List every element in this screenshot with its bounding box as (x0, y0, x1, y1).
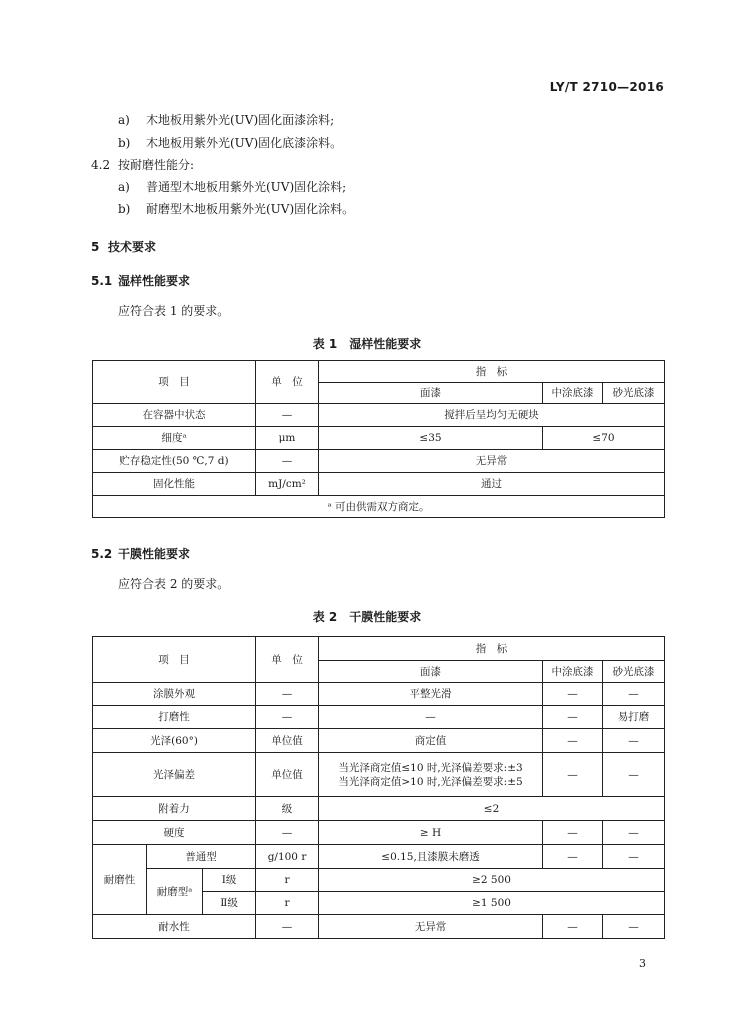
section-number: 5.2 (91, 547, 113, 561)
cell-value: ≤2 (319, 797, 665, 821)
standard-code: LY/T 2710—2016 (549, 80, 664, 94)
cell-topcoat: 平整光滑 (319, 683, 543, 706)
cell-mid-primer: — (543, 753, 603, 797)
cell-mid-primer: — (543, 729, 603, 753)
section-number: 5.1 (91, 274, 113, 288)
header-topcoat: 面漆 (319, 383, 543, 404)
header-item: 项 目 (93, 637, 256, 683)
table-row (93, 706, 665, 729)
cell-group-abrasion: 耐磨性 (93, 845, 147, 915)
cell-item: 普通型 (147, 845, 256, 869)
cell-topcoat: ≥ H (319, 821, 543, 845)
cell-value: ≥2 500 (319, 869, 665, 892)
gloss-dev-line-1: 当光泽商定值≤10 时,光泽偏差要求:±3 (338, 761, 523, 774)
cell-item: Ⅰ级 (203, 869, 256, 892)
cell-mid-primer: — (543, 915, 603, 939)
cell-unit: mJ/cm² (256, 473, 319, 496)
cell-unit: — (256, 404, 319, 427)
cell-sanding-primer: — (603, 753, 665, 797)
cell-topcoat (319, 753, 543, 797)
section-body: 应符合表 1 的要求。 (118, 304, 230, 318)
table-row (93, 473, 665, 496)
table-row (93, 404, 665, 427)
cell-item: 固化性能 (93, 473, 256, 496)
header-index: 指 标 (319, 637, 665, 661)
table-row (93, 683, 665, 706)
cell-unit: 级 (256, 797, 319, 821)
table-row (93, 869, 665, 892)
cell-item: 附着力 (93, 797, 256, 821)
cell-value: ≥1 500 (319, 892, 665, 915)
header-sanding-primer: 砂光底漆 (603, 661, 665, 683)
list-item-label: a) (118, 113, 130, 127)
section-5-1-heading (91, 272, 190, 289)
cell-sanding-primer: 易打磨 (603, 706, 665, 729)
cell-topcoat: 商定值 (319, 729, 543, 753)
cell-mid-primer: — (543, 706, 603, 729)
section-number: 5 (91, 240, 100, 254)
cell-sanding-primer: — (603, 683, 665, 706)
cell-unit: — (256, 706, 319, 729)
cell-value: 通过 (319, 473, 665, 496)
list-item-text: 耐磨型木地板用紫外光(UV)固化涂料。 (146, 202, 355, 216)
section-body: 应符合表 2 的要求。 (118, 577, 230, 591)
cell-unit: — (256, 450, 319, 473)
page-number: 3 (639, 957, 646, 970)
list-item-label: b) (118, 202, 131, 216)
cell-wear-type: 耐磨型ᵃ (147, 869, 203, 915)
cell-mid-primer: — (543, 845, 603, 869)
section-4-2 (91, 156, 194, 173)
cell-unit: r (256, 869, 319, 892)
cell-unit: g/100 r (256, 845, 319, 869)
list-item-label: b) (118, 136, 131, 150)
list-item (118, 178, 346, 195)
gloss-dev-line-2: 当光泽商定值>10 时,光泽偏差要求:±5 (338, 775, 523, 788)
cell-sanding-primer: — (603, 821, 665, 845)
cell-value: 搅拌后呈均匀无硬块 (319, 404, 665, 427)
cell-unit: — (256, 915, 319, 939)
table-row (93, 753, 665, 797)
table-row (93, 797, 665, 821)
cell-unit: — (256, 821, 319, 845)
header-unit: 单 位 (256, 637, 319, 683)
cell-topcoat: 无异常 (319, 915, 543, 939)
table-1-caption: 表 1 湿样性能要求 (312, 337, 422, 351)
cell-item: 贮存稳定性(50 ℃,7 d) (93, 450, 256, 473)
cell-sanding-primer: — (603, 915, 665, 939)
cell-item: Ⅱ级 (203, 892, 256, 915)
table-1 (92, 360, 665, 518)
cell-sanding-primer: — (603, 729, 665, 753)
cell-unit: μm (256, 427, 319, 450)
cell-value: ≤70 (543, 427, 665, 450)
cell-mid-primer: — (543, 683, 603, 706)
list-item (118, 200, 354, 217)
cell-mid-primer: — (543, 821, 603, 845)
section-title: 干膜性能要求 (118, 547, 191, 561)
section-title: 技术要求 (108, 240, 157, 254)
header-mid-primer: 中涂底漆 (543, 383, 603, 404)
cell-item: 耐水性 (93, 915, 256, 939)
header-item: 项 目 (93, 361, 256, 404)
table-note-row (93, 496, 665, 518)
table-row (93, 845, 665, 869)
table-row (93, 821, 665, 845)
header-index: 指 标 (319, 361, 665, 383)
cell-unit: r (256, 892, 319, 915)
list-item (118, 111, 334, 128)
header-topcoat: 面漆 (319, 661, 543, 683)
table-2 (92, 636, 665, 939)
cell-unit: 单位值 (256, 753, 319, 797)
section-title: 按耐磨性能分: (118, 158, 195, 172)
list-item-text: 普通型木地板用紫外光(UV)固化涂料; (146, 180, 347, 194)
cell-unit: 单位值 (256, 729, 319, 753)
table-note: ᵃ 可由供需双方商定。 (93, 496, 665, 518)
cell-item: 涂膜外观 (93, 683, 256, 706)
list-item-text: 木地板用紫外光(UV)固化面漆涂料; (146, 113, 335, 127)
table-2-caption: 表 2 干膜性能要求 (312, 610, 422, 624)
section-5-2-heading (91, 545, 190, 562)
list-item-label: a) (118, 180, 130, 194)
cell-item: 细度ᵃ (93, 427, 256, 450)
cell-item: 打磨性 (93, 706, 256, 729)
cell-unit: — (256, 683, 319, 706)
cell-item: 光泽(60°) (93, 729, 256, 753)
section-title: 湿样性能要求 (118, 274, 191, 288)
cell-topcoat: ≤0.15,且漆膜未磨透 (319, 845, 543, 869)
table-row (93, 450, 665, 473)
table-row (93, 427, 665, 450)
section-5-heading (91, 238, 156, 255)
header-mid-primer: 中涂底漆 (543, 661, 603, 683)
list-item (118, 134, 342, 151)
header-unit: 单 位 (256, 361, 319, 404)
table-row (93, 729, 665, 753)
header-sanding-primer: 砂光底漆 (603, 383, 665, 404)
cell-topcoat: — (319, 706, 543, 729)
cell-item: 光泽偏差 (93, 753, 256, 797)
cell-value: ≤35 (319, 427, 543, 450)
cell-item: 硬度 (93, 821, 256, 845)
cell-item: 在容器中状态 (93, 404, 256, 427)
table-row (93, 915, 665, 939)
section-number: 4.2 (91, 158, 111, 172)
cell-sanding-primer: — (603, 845, 665, 869)
cell-value: 无异常 (319, 450, 665, 473)
list-item-text: 木地板用紫外光(UV)固化底漆涂料。 (146, 136, 343, 150)
